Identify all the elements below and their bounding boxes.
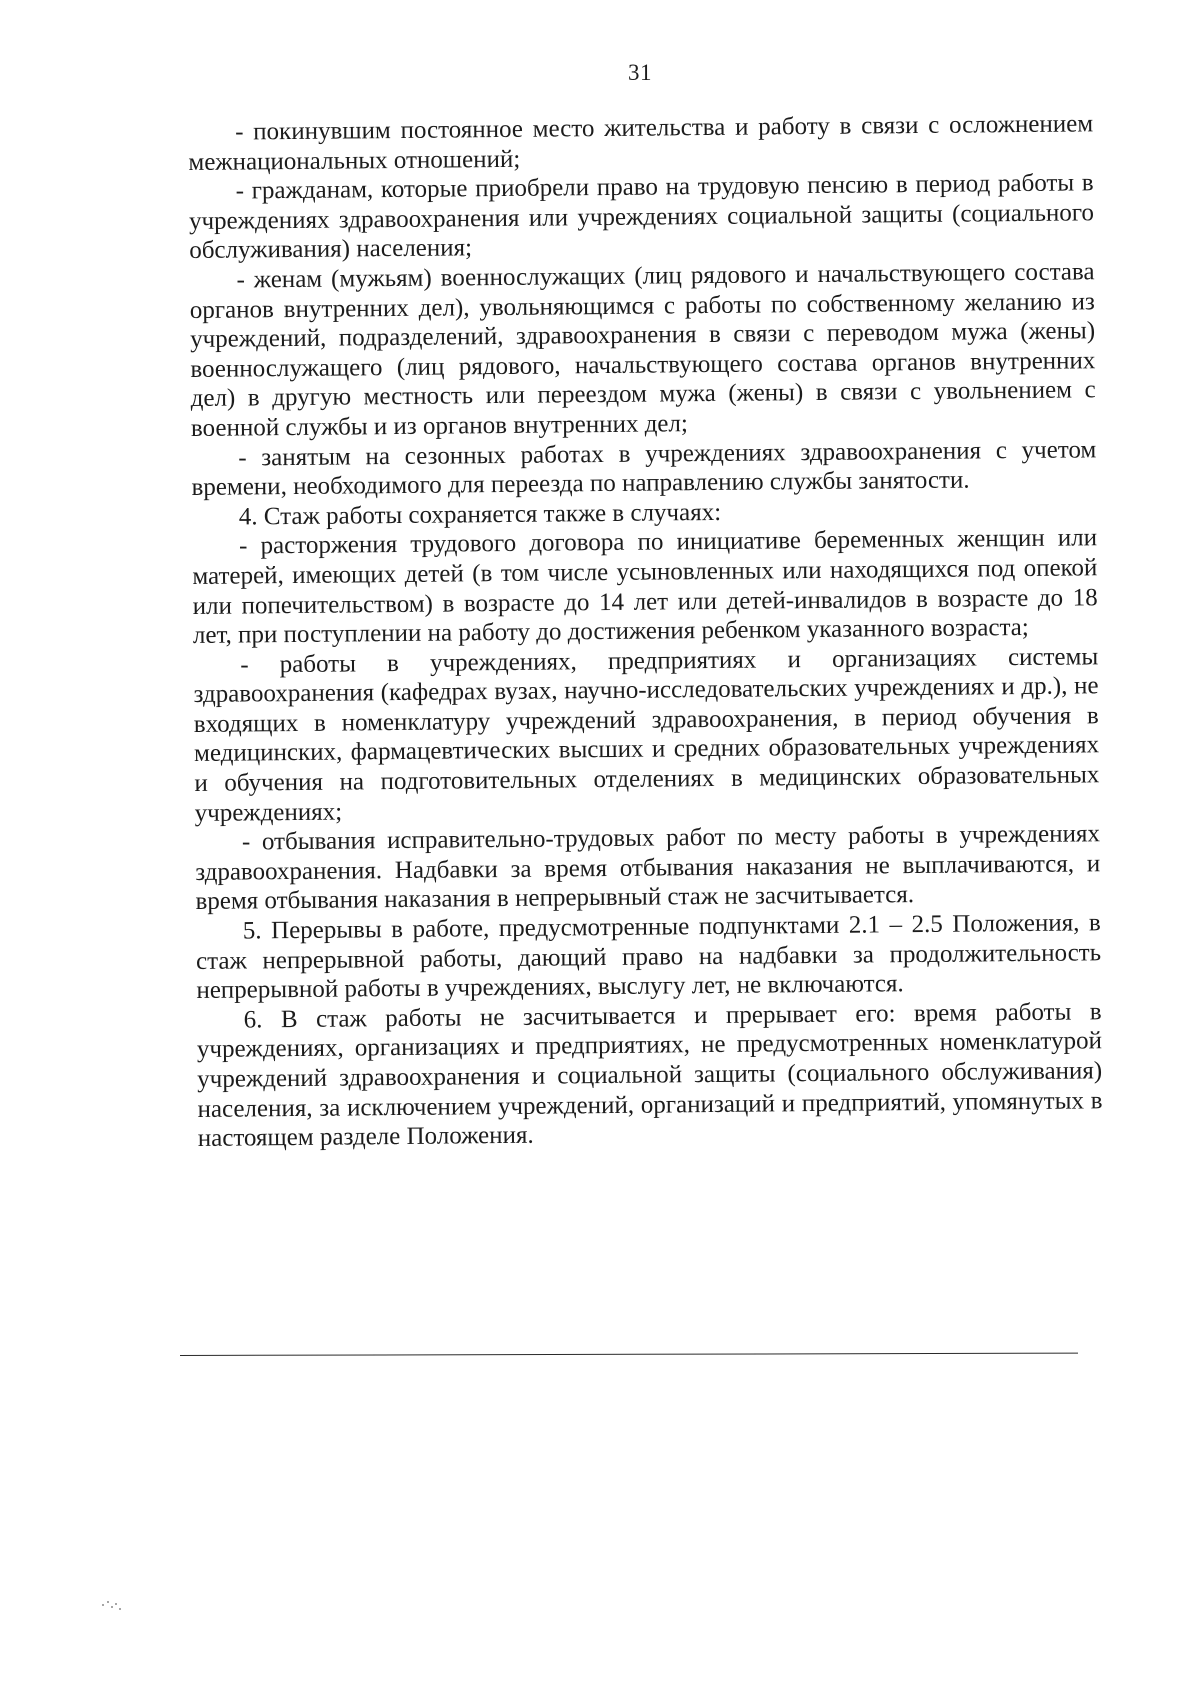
scan-specks (100, 1598, 124, 1612)
document-body (188, 109, 1103, 1153)
closing-separator-line (180, 1353, 1078, 1356)
paragraph-pension-citizens: - гражданам, которые приобрели право на трудовую пенсию в период работы в учреждениях здравоохранения или учреждениях социальной защиты (социального обслуживания) населения; (188, 169, 1095, 265)
paragraph-pregnant-women: - расторжения трудового договора по инициативе беременных женщин или матерей, имеющих детей (в том числе усыновленных или находящихся под опекой или попечительством) в возрасте до 14 лет или детей-инвалидов в возрасте до 18 лет, при поступлении на работу до достижения ребенком указанного возраста; (192, 524, 1098, 650)
paragraph-correctional-labor: - отбывания исправительно-трудовых работ по месту работы в учреждениях здравоохранения. Надбавки за время отбывания наказания не выплачиваются, и время отбывания наказания в непрерывный стаж не засчитывается. (195, 820, 1101, 916)
paragraph-education-period: - работы в учреждениях, предприятиях и организациях системы здравоохранения (кафедрах вузах, научно-исследовательских учреждениях и др.), не входящих в номенклатуру учреждений здравоохранения, в период обучения в медицинских, фармацевтических высших и средних образовательных учреждениях и обучения на подготовительных отделениях в медицинских образовательных учреждениях; (193, 642, 1100, 827)
paragraph-section-6: 6. В стаж работы не засчитывается и прерывает его: время работы в учреждениях, организациях и предприятиях, не предусмотренных номенклатурой учреждений здравоохранения и социальной защиты (социального обслуживания) населения, за исключением учреждений, организаций и предприятий, упомянутых в настоящем разделе Положения. (196, 998, 1103, 1153)
paragraph-section-4-heading: 4. Стаж работы сохраняется также в случаях: (238, 498, 722, 531)
page-number: 31 (628, 60, 652, 85)
paragraph-section-5: 5. Перерывы в работе, предусмотренные подпунктами 2.1 – 2.5 Положения, в стаж непрерывной работы, дающий право на надбавки за продолжительность непрерывной работы в учреждениях, выслугу лет, не включаются. (195, 909, 1102, 1005)
paragraph-displaced-persons: - покинувшим постоянное место жительства и работу в связи с осложнением межнациональных отношений; (188, 110, 1094, 176)
paragraph-military-spouses: - женам (мужьям) военнослужащих (лиц рядового и начальствующего состава органов внутренних дел), увольняющимся с работы по собственному желанию из учреждений, подразделений, здравоохранения в связи с переводом мужа (жены) военнослужащего (лиц рядового, начальствующего состава органов внутренних дел) в другую местность или переездом мужа (жены) в связи с увольнением с военной службы и из органов внутренних дел; (189, 258, 1096, 442)
paragraph-seasonal-workers: - занятым на сезонных работах в учреждениях здравоохранения с учетом времени, необходимого для переезда по направлению службы занятости. (191, 435, 1097, 502)
